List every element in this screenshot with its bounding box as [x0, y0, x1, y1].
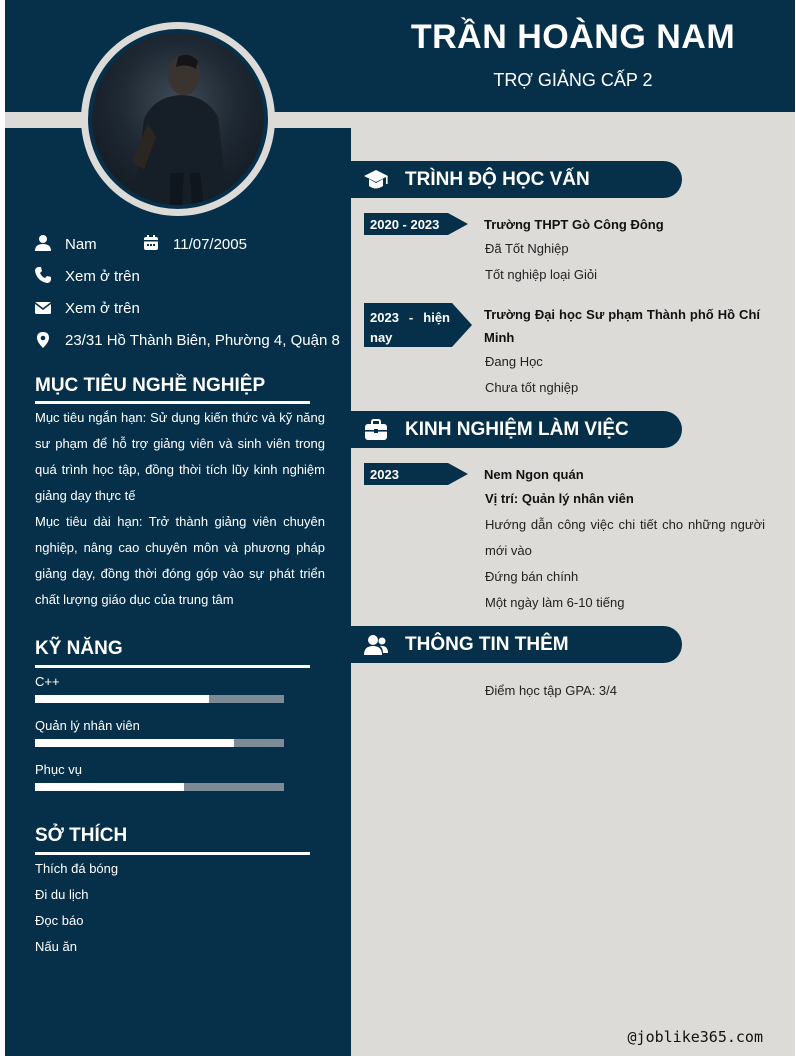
phone-value: Xem ở trên: [65, 268, 140, 285]
education-status: Đang Học: [485, 354, 543, 369]
objective-text: [35, 405, 325, 613]
person-icon: [34, 234, 52, 252]
experience-heading: KINH NGHIỆM LÀM VIỆC: [405, 419, 629, 440]
skill-bar: [35, 695, 284, 703]
period-tag: [364, 303, 452, 347]
avatar: [81, 22, 275, 216]
experience-detail: Hướng dẫn công việc chi tiết cho những người mới vào: [485, 517, 765, 558]
section-divider: [35, 852, 310, 855]
skill-bar-fill: [35, 739, 234, 747]
section-divider: [35, 665, 310, 668]
graduation-cap-icon: [363, 167, 389, 193]
education-heading: TRÌNH ĐỘ HỌC VẤN: [405, 169, 590, 190]
education-note: Tốt nghiệp loại Giỏi: [485, 267, 598, 282]
candidate-position: TRỢ GIẢNG CẤP 2: [493, 70, 653, 90]
education-status: Đã Tốt Nghiệp: [485, 241, 569, 256]
briefcase-icon: [363, 417, 389, 443]
gender-value: Nam: [65, 236, 97, 253]
hobby-item: Đi du lịch: [35, 887, 89, 902]
skills-heading: KỸ NĂNG: [35, 638, 123, 659]
education-school: Trường THPT Gò Công Đông: [484, 217, 664, 232]
skill-bar-fill: [35, 695, 209, 703]
hobbies-heading: SỞ THÍCH: [35, 825, 128, 846]
experience-role: Vị trí: Quản lý nhân viên: [485, 491, 634, 506]
hobby-item: Đọc báo: [35, 913, 84, 928]
period-tag-arrow: [448, 213, 468, 235]
period-tag-label: 2020 - 2023: [370, 217, 440, 232]
period-tag-label: 2023: [370, 467, 399, 482]
phone-icon: [34, 266, 52, 284]
objective-heading: MỤC TIÊU NGHỀ NGHIỆP: [35, 375, 266, 396]
skill-bar: [35, 739, 284, 747]
cv-page: [5, 0, 795, 1056]
profile-photo: [92, 33, 264, 205]
email-value: Xem ở trên: [65, 300, 140, 317]
period-tag: [364, 213, 448, 235]
address-value: 23/31 Hồ Thành Biên, Phường 4, Quận 8: [65, 332, 340, 349]
experience-heading-bar: [351, 411, 682, 448]
footer-credit: @joblike365.com: [627, 1028, 763, 1046]
extra-info-heading-bar: [351, 626, 682, 663]
skill-label: C++: [35, 674, 60, 689]
calendar-icon: [142, 234, 160, 252]
period-tag-arrow: [452, 303, 472, 347]
objective-long-term: Mục tiêu dài hạn: Trở thành giảng viên chuyên nghiệp, nâng cao chuyên môn và phương pháp giảng dạy, đồng thời đóng góp vào sự phát triển chất lượng giáo dục của trung tâm: [35, 514, 325, 607]
period-tag-arrow: [448, 463, 468, 485]
email-icon: [34, 299, 52, 317]
objective-short-term: Mục tiêu ngắn hạn: Sử dụng kiến thức và kỹ năng sư phạm để hỗ trợ giảng viên và sinh viên trong quá trình học tập, đồng thời tích lũy kinh nghiệm giảng dạy thực tế: [35, 410, 325, 503]
birthday-value: 11/07/2005: [173, 236, 247, 253]
users-icon: [363, 632, 389, 658]
skill-label: Quản lý nhân viên: [35, 718, 140, 733]
candidate-name: TRẦN HOÀNG NAM: [410, 18, 736, 56]
education-note: Chưa tốt nghiệp: [485, 380, 579, 395]
skill-label: Phục vụ: [35, 762, 82, 777]
education-school: Trường Đại học Sư phạm Thành phố Hồ Chí Minh: [484, 307, 760, 345]
experience-detail: Một ngày làm 6-10 tiếng: [485, 595, 625, 610]
extra-info-heading: THÔNG TIN THÊM: [405, 634, 569, 655]
hobby-item: Nấu ăn: [35, 939, 77, 954]
location-pin-icon: [34, 331, 52, 349]
section-divider: [35, 401, 310, 404]
skill-bar-fill: [35, 783, 184, 791]
period-tag-label: nay: [370, 330, 393, 345]
experience-company: Nem Ngon quán: [484, 467, 584, 482]
extra-info-text: Điểm học tập GPA: 3/4: [485, 683, 617, 698]
period-tag: [364, 463, 448, 485]
education-heading-bar: [351, 161, 682, 198]
skill-bar: [35, 783, 284, 791]
period-tag-label: 2023 - hiện: [370, 310, 450, 325]
hobby-item: Thích đá bóng: [35, 861, 119, 876]
experience-detail: Đứng bán chính: [485, 569, 579, 584]
